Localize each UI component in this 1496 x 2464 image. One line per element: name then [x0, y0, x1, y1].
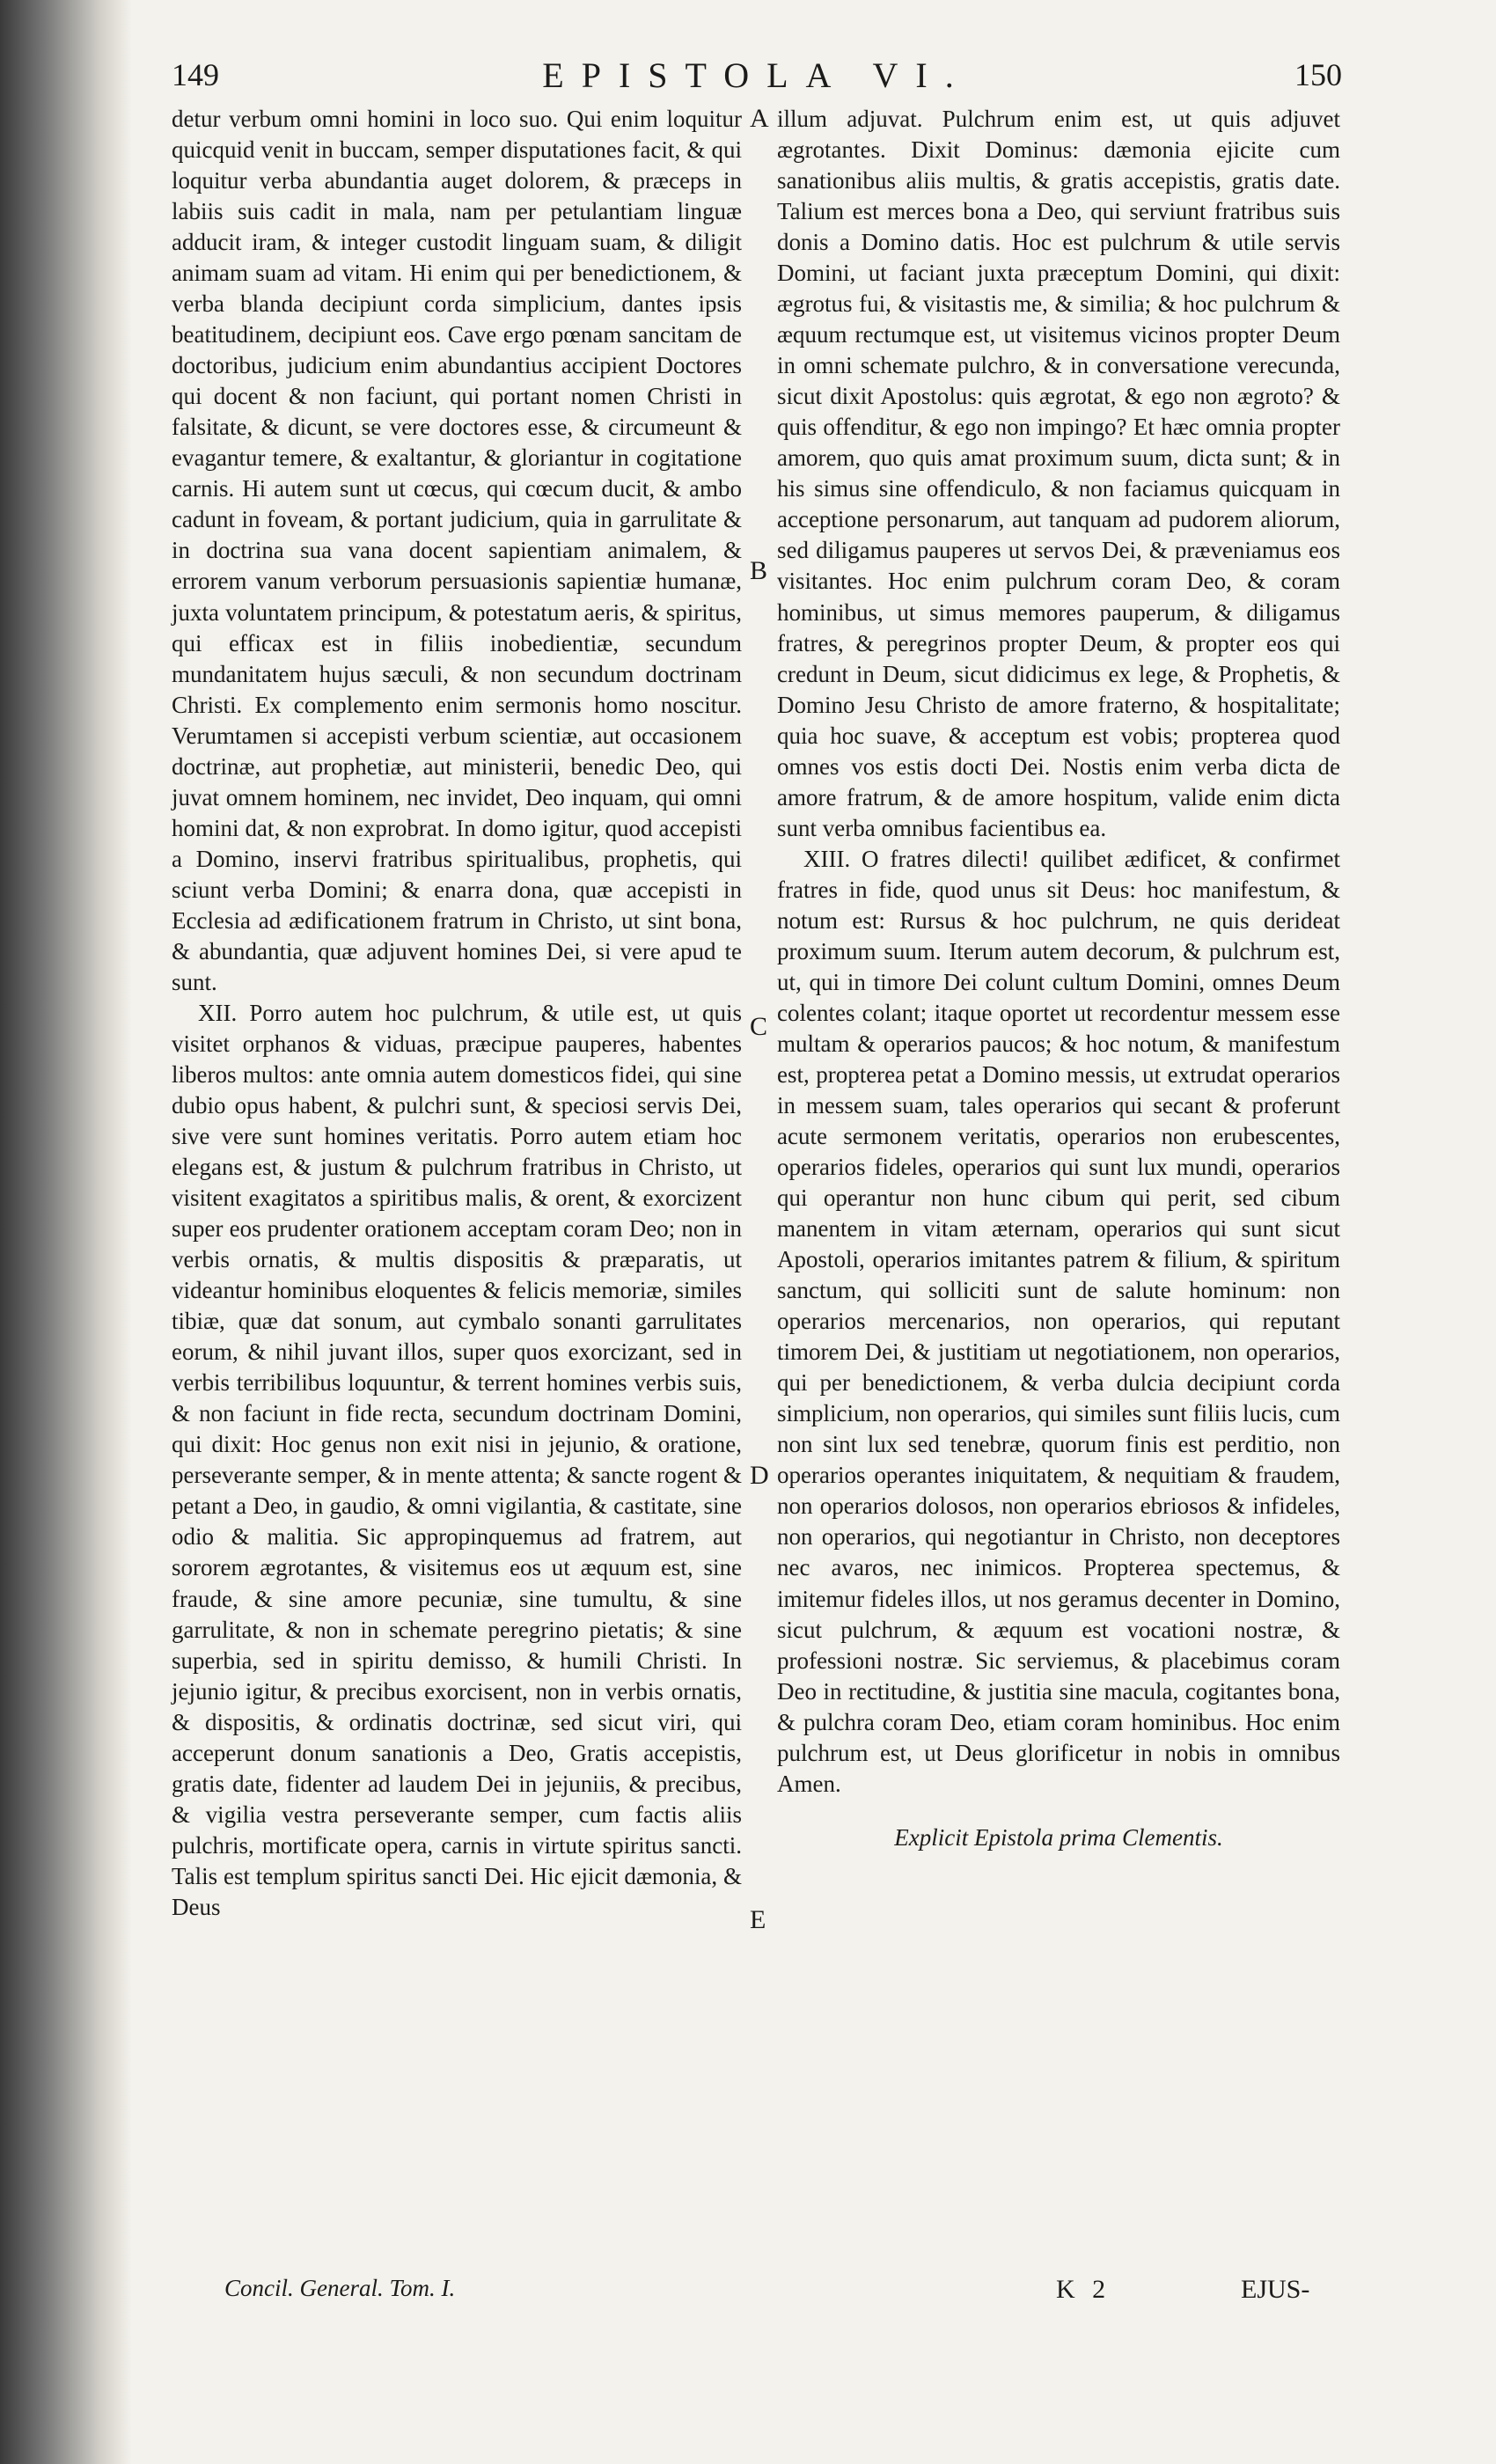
right-column	[777, 104, 1340, 1853]
margin-letter-d: D	[750, 1461, 769, 1490]
margin-letter-a: A	[750, 104, 769, 133]
section-xiii-paragraph: XIII. O fratres dilecti! quilibet ædificet, & confirmet fratres in fide, quod unus sit Deus: hoc manifestum, & notum est: Rursus & hoc pulchrum, ne quis derideat proximum suum. Iterum autem decorum, & pulchrum est, ut, qui in timore Dei colunt cultum Domini, omnes Deum colentes colant; itaque oportet ut recordentur messem esse multam & operarios paucos; & hoc notum, & manifestum est, propterea petat a Domino messis, ut extrudat operarios in messem suam, tales operarios qui secant & proferunt acute sermonem veritatis, operarios non erubescentes, operarios fideles, operarios qui sunt lux mundi, operarios qui operantur non hunc cibum qui perit, sed cibum manentem in vitam æternam, operarios qui sunt sicut Apostoli, operarios imitantes patrem & filium, & spiritum sanctum, qui solliciti sunt de salute hominum: non operarios mercenarios, non operarios, qui reputant timorem Dei, & justitiam ut negotiationem, non operarios, qui per benedictionem, & verba dulcia decipiunt corda simplicium, non operarios, qui similes sunt filiis lucis, cum non sint lux sed tenebræ, quorum finis est perditio, non operarios operantes iniquitatem, & nequitiam & fraudem, non operarios dolosos, non operarios ebriosos & infideles, non operarios, qui negotiantur in Christo, non deceptores nec avaros, nec inimicos. Propterea spectemus, & imitemur fideles illos, ut nos geramus decenter in Domino, sicut pulchrum, & æquum est vocationi nostræ, & professioni nostræ. Sic serviemus, & placebimus coram Deo in rectitudine, & justitia sine macula, cogitantes bona, & pulchra coram Deo, etiam coram hominibus. Hoc enim pulchrum est, ut Deus glorificetur in nobis in omnibus Amen.	[777, 845, 1340, 1797]
closing-line: Explicit Epistola prima Clementis.	[894, 1823, 1223, 1851]
page-header	[172, 55, 1342, 104]
footer-source: Concil. General. Tom. I.	[224, 2275, 456, 2301]
running-title: EPISTOLA VI.	[542, 55, 972, 95]
margin-letter-e: E	[750, 1905, 766, 1934]
catchword: EJUS-	[1241, 2275, 1310, 2304]
margin-letter-c: C	[750, 1012, 768, 1041]
left-paragraph: detur verbum omni homini in loco suo. Qui enim loquitur quicquid venit in buccam, semper disputationes facit, & qui loquitur verba abundantia auget dolorem, & præceps in labiis suis cadit in mala, nam per petulantiam linguæ adducit iram, & integer custodit linguam suam, & diligit animam suam ad vitam. Hi enim qui per benedictionem, & verba blanda decipiunt corda simplicium, dantes ipsis beatitudinem, decipiunt eos. Cave ergo pœnam sancitam de doctoribus, judicium enim abundantius accipient Doctores qui docent & non faciunt, qui portant nomen Christi in falsitate, & dicunt, se vere doctores esse, & circumeunt & evagantur temere, & exaltantur, & gloriantur in cogitatione carnis. Hi autem sunt ut cœcus, qui cœcum ducit, & ambo cadunt in foveam, & portant judicium, quia in garrulitate & in doctrina sua vana docent sapientiam animalem, & errorem vanum verborum persuasionis sapientiæ humanæ, juxta voluntatem principum, & potestatum aeris, & spiritus, qui efficax est in filiis inobedientiæ, secundum mundanitatem hujus sæculi, & non secundum doctrinam Christi. Ex complemento enim sermonis homo noscitur. Verumtamen si accepisti verbum scientiæ, aut occasionem doctrinæ, aut prophetiæ, aut ministerii, benedic Deo, qui juvat omnem hominem, nec invidet, Deo inquam, qui omni homini dat, & non exprobrat. In domo igitur, quod accepisti a Domino, inservi fratribus spiritualibus, prophetis, qui sciunt verba Domini; & enarra dona, quæ accepisti in Ecclesia ad ædificationem fratrum in Christo, ut sint bona, & abundantia, quæ adjuvent homines Dei, si vere apud te sunt.	[172, 106, 742, 995]
book-gutter-shadow	[0, 0, 132, 2464]
page-number-right: 150	[1294, 57, 1342, 92]
page-number-left: 149	[172, 57, 219, 92]
left-column	[172, 104, 742, 1923]
signature-mark: K 2	[1056, 2275, 1111, 2304]
margin-letter-b: B	[750, 556, 768, 585]
section-xii-paragraph: XII. Porro autem hoc pulchrum, & utile est, ut quis visitet orphanos & viduas, præcipue pauperes, habentes liberos multos: ante omnia autem domesticos fidei, qui sine dubio opus habent, & pulchri sunt, & speciosi servis Dei, sive vere sunt homines veritatis. Porro autem etiam hoc elegans est, & justum & pulchrum fratribus in Christo, ut visitent exagitatos a spiritibus malis, & orent, & exorcizent super eos prudenter orationem acceptam coram Deo; non in verbis ornatis, & multis dispositis & præparatis, ut videantur hominibus eloquentes & felicis memoriæ, similes tibiæ, quæ dat sonum, aut cymbalo sonanti garrulitates eorum, & nihil juvant illos, super quos exorcizant, sed in verbis terribilibus loquuntur, & terrent homines verbis suis, & non faciunt in fide recta, secundum doctrinam Domini, qui dixit: Hoc genus non exit nisi in jejunio, & oratione, perseverante semper, & in mente attenta; & sancte rogent & petant a Deo, in gaudio, & omni vigilantia, & castitate, sine odio & malitia. Sic appropinquemus ad fratrem, aut sororem ægrotantes, & visitemus eos ut æquum est, sine fraude, & sine amore pecuniæ, sine tumultu, & sine garrulitate, & non in schemate peregrino pietatis; & sine superbia, sed in spiritu demisso, & humili Christi. In jejunio igitur, & precibus exorcisent, non in verbis ornatis, & dispositis, & ordinatis doctrinæ, sed sicut viri, qui acceperunt donum sanationis a Deo, Gratis accepistis, gratis date, fidenter ad laudem Dei in jejuniis, & precibus, & vigilia vestra perseverante semper, cum factis aliis pulchris, mortificate opera, carnis in virtute spiritus sancti. Talis est templum spiritus sancti Dei. Hic ejicit dæmonia, & Deus	[172, 999, 742, 1920]
right-paragraph: illum adjuvat. Pulchrum enim est, ut quis adjuvet ægrotantes. Dixit Dominus: dæmonia ejicite cum sanationibus aliis multis, & gratis accepistis, gratis date. Talium est merces bona a Deo, qui serviunt fratribus suis donis a Domino datis. Hoc est pulchrum & utile servis Domini, ut faciant juxta præceptum Domini, qui dixit: ægrotus fui, & visitastis me, & similia; & hoc pulchrum & æquum rectumque est, ut visitemus vicinos propter Deum in omni schemate pulchro, & in conversatione verecunda, sicut dixit Apostolus: quis ægrotat, & ego non ægroto? & quis offenditur, & ego non impingo? Et hæc omnia propter amorem, quo quis amat proximum suum, dicta sunt; & in his simus sine offendiculo, & non faciamus quicquam in acceptione personarum, aut tanquam ad pudorem aliorum, sed diligamus pauperes ut servos Dei, & præveniamus eos visitantes. Hoc enim pulchrum coram Deo, & coram hominibus, ut simus memores pauperum, & diligamus fratres, & peregrinos propter Deum, & propter eos qui credunt in Deum, sicut didicimus ex lege, & Prophetis, & Domino Jesu Christo de amore fraterno, & hospitalitate; quia hoc suave, & acceptum est vobis; propterea quod omnes vos estis docti Dei. Nostis enim verba dicta de amore fratrum, & de amore hospitum, valide enim dicta sunt verba omnibus facientibus ea.	[777, 106, 1340, 841]
